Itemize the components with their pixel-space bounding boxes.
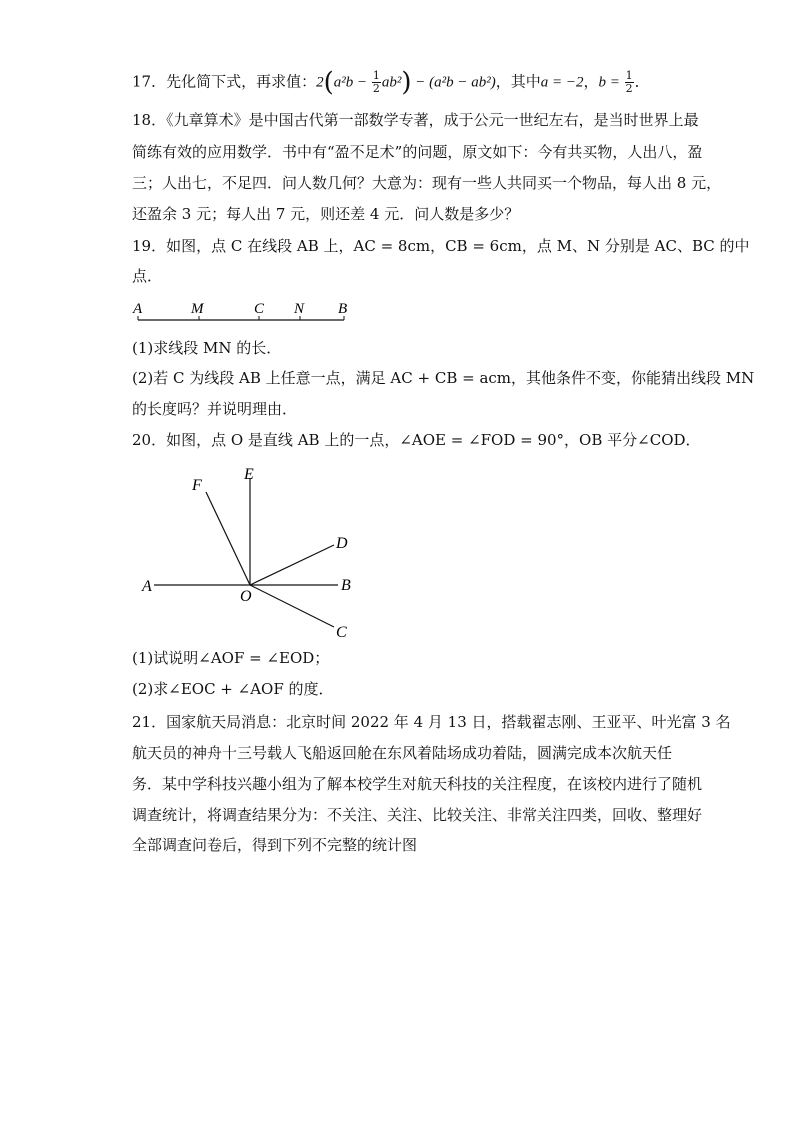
q17-sep: ， [583, 72, 599, 91]
label-c: C [336, 624, 347, 641]
q21-line-2: 航天员的神舟十三号载人飞船返回舱在东风着陆场成功着陆，圆满完成本次航天任 [132, 744, 673, 762]
label-o: O [240, 588, 252, 605]
label-a: A [133, 301, 143, 317]
q20-line: 20．如图，点 O 是直线 AB 上的一点，∠AOE = ∠FOD = 90°，OB 平分∠COD． [132, 431, 701, 449]
q17-frac-den: 2 [372, 82, 380, 95]
q18-line-2: 简练有效的应用数学．书中有“盈不足术”的问题，原文如下：今有共买物，人出八，盈 [132, 143, 703, 161]
q19-sub-2-line-2: 的长度吗？并说明理由． [132, 400, 298, 418]
q17-paren-close: ) [401, 67, 412, 98]
q17-coef: 2 [316, 74, 324, 91]
q21-line-5: 全部调查问卷后，得到下列不完整的统计图 [132, 836, 418, 854]
label-m: M [191, 301, 204, 317]
q17-frac-num: 1 [372, 69, 380, 82]
ray-oc [250, 585, 334, 627]
q21-line-4: 调查统计，将调查结果分为：不关注、关注、比较关注、非常关注四类，回收、整理好 [132, 806, 703, 824]
q17-end: ． [634, 72, 650, 91]
label-e: E [244, 466, 254, 483]
q17-b-value: b = [598, 74, 624, 91]
q19-line-1: 19．如图，点 C 在线段 AB 上，AC = 8cm，CB = 6cm，点 M、N 分别是 AC、BC 的中 [132, 237, 750, 255]
q20-sub-2: (2)求∠EOC + ∠AOF 的度． [132, 680, 334, 698]
angle-figure [130, 460, 370, 645]
q17-expr2: − (a²b − ab²) [411, 74, 496, 91]
q17-b-den: 2 [625, 82, 633, 95]
segment-figure [125, 292, 365, 332]
q19-sub-1: (1)求线段 MN 的长． [132, 339, 282, 357]
ray-od [250, 545, 334, 585]
label-d: D [336, 535, 348, 552]
q17-prefix: 17．先化简下式，再求值： [132, 72, 317, 91]
q21-line-1: 21．国家航天局消息：北京时间 2022 年 4 月 13 日，搭载翟志刚、王亚平、叶光富 3 名 [132, 713, 731, 731]
label-b: B [341, 577, 351, 594]
q17-b-num: 1 [625, 69, 633, 82]
q17-mid: ，其中 [495, 72, 541, 91]
label-c: C [254, 301, 265, 317]
q17-expr1: a²b − [333, 74, 371, 91]
q21-line-3: 务．某中学科技兴趣小组为了解本校学生对航天科技的关注程度，在该校内进行了随机 [132, 775, 703, 793]
q17-paren-open: ( [323, 67, 334, 98]
q18-line-1: 18．《九章算术》是中国古代第一部数学专著，成于公元一世纪左右，是当时世界上最 [132, 111, 699, 129]
question-17 [132, 67, 672, 98]
q19-sub-2-line-1: (2)若 C 为线段 AB 上任意一点，满足 AC + CB = acm，其他条件不变，你能猜出线段 MN [132, 369, 755, 387]
q20-sub-1: (1)试说明∠AOF = ∠EOD； [132, 649, 330, 667]
q18-line-4: 还盈余 3 元；每人出 7 元，则还差 4 元．问人数是多少？ [132, 205, 520, 223]
q17-expr1b: ab² [381, 74, 402, 91]
q17-b-fraction [625, 70, 634, 95]
label-f: F [192, 477, 202, 494]
q18-line-3: 三；人出七，不足四．问人数几何？大意为：现有一些人共同买一个物品，每人出 8 元， [132, 174, 722, 192]
q17-fraction [372, 70, 381, 95]
label-n: N [294, 301, 305, 317]
q19-line-2: 点． [132, 267, 163, 285]
label-b: B [338, 301, 348, 317]
ray-of [206, 492, 250, 585]
q17-a-value: a = −2 [540, 74, 584, 91]
label-a: A [142, 578, 152, 595]
